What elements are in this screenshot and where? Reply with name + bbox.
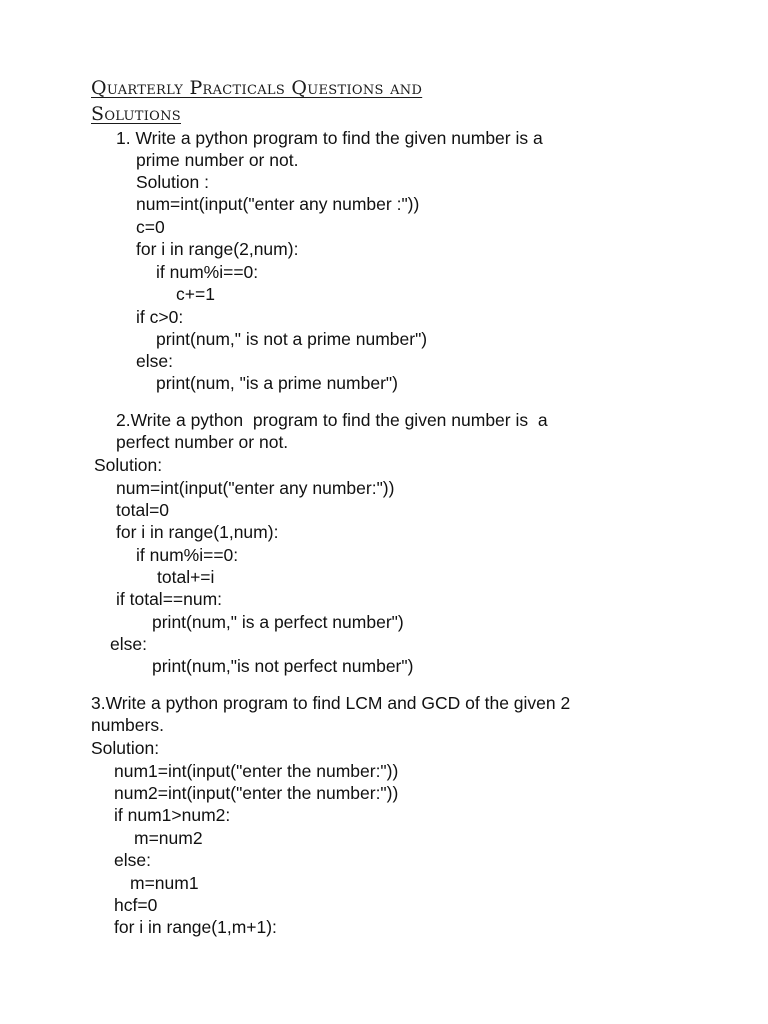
q3-code-line: for i in range(1,m+1): [114, 917, 277, 937]
q1-code-line: if num%i==0: [156, 262, 259, 282]
q1-code-line: print(num," is not a prime number") [156, 329, 428, 349]
q2-solution-label: Solution: [94, 455, 163, 475]
q1-code-line: else: [136, 351, 173, 371]
q1-code-line: for i in range(2,num): [136, 239, 299, 259]
q2-code-line: else: [110, 634, 147, 654]
document-title-line1: Quarterly Practicals Questions and [91, 77, 423, 99]
q3-code-line: else: [114, 850, 151, 870]
q1-code-line: c+=1 [176, 284, 215, 304]
q3-code-line: num1=int(input("enter the number:")) [114, 761, 399, 781]
q2-question-line1: 2.Write a python program to find the given number is a [116, 410, 548, 430]
q3-question-line1: 3.Write a python program to find LCM and GCD of the given 2 [91, 693, 571, 713]
document-title-line2: Solutions [91, 103, 181, 125]
q1-code-line: print(num, "is a prime number") [156, 373, 398, 393]
q2-code-line: total=0 [116, 500, 170, 520]
q1-solution-label: Solution : [136, 172, 209, 192]
q1-question-line1: 1. Write a python program to find the given number is a [116, 128, 543, 148]
q2-code-line: for i in range(1,num): [116, 522, 279, 542]
q3-code-line: if num1>num2: [114, 805, 231, 825]
q2-code-line: if num%i==0: [136, 545, 239, 565]
q2-code-line: print(num,"is not perfect number") [152, 656, 414, 676]
q2-code-line: num=int(input("enter any number:")) [116, 478, 395, 498]
q3-code-line: hcf=0 [114, 895, 158, 915]
q2-code-line: total+=i [157, 567, 215, 587]
q3-code-line: m=num2 [134, 828, 203, 848]
q1-code-line: if c>0: [136, 307, 184, 327]
q3-question-line2: numbers. [91, 715, 164, 735]
q2-question-line2: perfect number or not. [116, 432, 289, 452]
q1-question-line2: prime number or not. [136, 150, 299, 170]
q2-code-line: if total==num: [116, 589, 223, 609]
q3-solution-label: Solution: [91, 738, 160, 758]
q3-code-line: m=num1 [130, 873, 199, 893]
q1-code-line: c=0 [136, 217, 165, 237]
q3-code-line: num2=int(input("enter the number:")) [114, 783, 399, 803]
q1-code-line: num=int(input("enter any number :")) [136, 194, 420, 214]
q2-code-line: print(num," is a perfect number") [152, 612, 404, 632]
